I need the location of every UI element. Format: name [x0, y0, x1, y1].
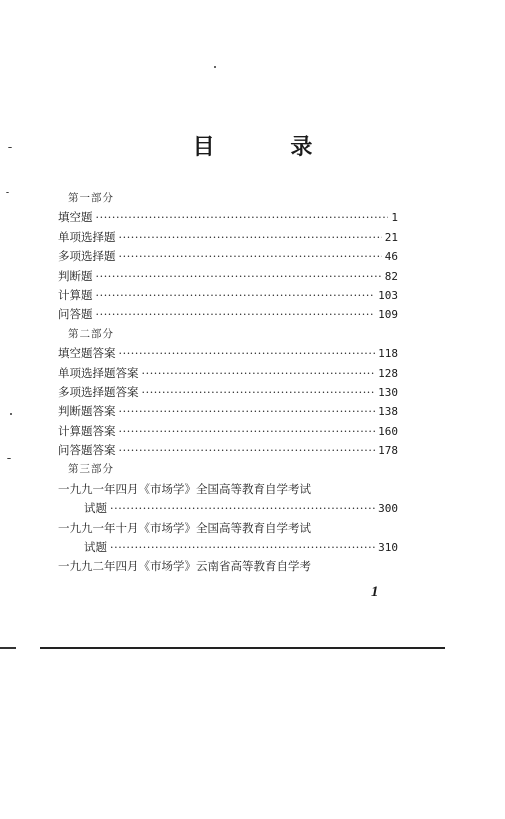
toc-entry[interactable]	[58, 383, 398, 402]
page-number: 109	[378, 308, 398, 322]
scan-speck	[10, 413, 12, 415]
dot-leader	[119, 402, 376, 421]
toc-entry[interactable]	[58, 286, 398, 305]
toc-entry[interactable]	[58, 441, 398, 460]
toc-entry[interactable]	[58, 364, 398, 383]
toc-entry[interactable]	[58, 402, 398, 421]
dot-leader	[96, 305, 376, 324]
entry-label: 判断题答案	[58, 404, 116, 419]
dot-leader	[119, 441, 376, 460]
section-heading	[58, 325, 398, 344]
toc-entry-continuation[interactable]	[58, 499, 398, 518]
toc-entry[interactable]	[58, 305, 398, 324]
entry-label: 一九九二年四月《市场学》云南省高等教育自学考	[58, 559, 311, 574]
page-number: 300	[378, 502, 398, 516]
toc-entry[interactable]	[58, 422, 398, 441]
entry-label: 一九九一年四月《市场学》全国高等教育自学考试	[58, 481, 311, 496]
page-number: 1	[391, 211, 398, 225]
page-number: 130	[378, 385, 398, 399]
section-label: 第一部分	[68, 192, 114, 204]
scan-speck	[6, 192, 9, 193]
entry-label: 一九九一年十月《市场学》全国高等教育自学考试	[58, 520, 311, 535]
dot-leader	[142, 383, 376, 402]
toc-entry[interactable]	[58, 480, 398, 499]
dot-leader	[110, 499, 375, 518]
page-number: 178	[378, 444, 398, 458]
entry-label: 单项选择题答案	[58, 365, 139, 380]
page-number: 46	[384, 250, 398, 264]
dot-leader	[110, 538, 375, 557]
footer-rule	[40, 647, 445, 649]
scan-speck	[7, 458, 11, 459]
dot-leader	[119, 247, 382, 266]
toc-entry[interactable]	[58, 267, 398, 286]
page-number: 82	[384, 269, 398, 283]
entry-label: 多项选择题	[58, 249, 116, 264]
toc-entry[interactable]	[58, 557, 398, 576]
dot-leader	[96, 267, 382, 286]
dot-leader	[119, 422, 376, 441]
dot-leader	[96, 208, 389, 227]
page-number: 138	[378, 405, 398, 419]
page-number: 160	[378, 424, 398, 438]
entry-label: 判断题	[58, 268, 93, 283]
page-number: 21	[384, 230, 398, 244]
section-label: 第二部分	[68, 327, 114, 340]
section-heading	[58, 189, 398, 208]
entry-continuation: 试题	[84, 540, 107, 555]
dot-leader	[119, 344, 376, 363]
toc-entry[interactable]	[58, 344, 398, 363]
toc-entry[interactable]	[58, 208, 398, 227]
dot-leader	[96, 286, 376, 305]
toc-entry[interactable]	[58, 228, 398, 247]
scan-edge-mark	[0, 647, 16, 649]
page-number: 103	[378, 288, 398, 302]
dot-leader	[142, 364, 376, 383]
section-heading	[58, 460, 398, 479]
entry-label: 单项选择题	[58, 229, 116, 244]
dot-leader	[119, 228, 382, 247]
toc-entry[interactable]	[58, 519, 398, 538]
section-label: 第三部分	[68, 463, 114, 476]
page-folio: 1	[371, 584, 379, 600]
entry-label: 计算题答案	[58, 423, 116, 438]
entry-label: 问答题答案	[58, 443, 116, 458]
page-number: 310	[378, 541, 398, 555]
entry-continuation: 试题	[84, 501, 107, 516]
toc-entry-continuation[interactable]	[58, 538, 398, 557]
entry-label: 计算题	[58, 287, 93, 302]
entry-label: 问答题	[58, 307, 93, 322]
entry-label: 填空题	[58, 210, 93, 225]
entry-label: 多项选择题答案	[58, 384, 139, 399]
page-number: 118	[378, 347, 398, 361]
page-number: 128	[378, 366, 398, 380]
page-title: 目 录	[192, 134, 347, 160]
scan-speck	[214, 66, 216, 68]
toc-entry[interactable]	[58, 247, 398, 266]
table-of-contents	[58, 189, 398, 577]
entry-label: 填空题答案	[58, 346, 116, 361]
